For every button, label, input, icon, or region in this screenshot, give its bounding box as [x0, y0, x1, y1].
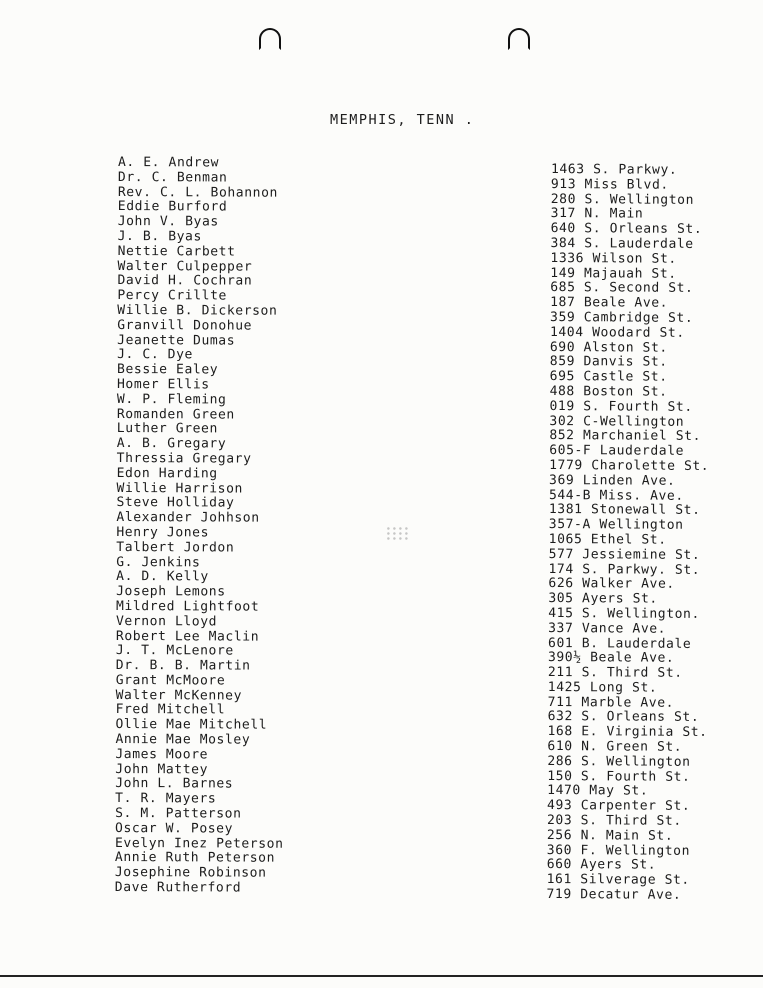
name-entry: Josephine Robinson — [114, 865, 267, 881]
name-entry: S. M. Patterson — [115, 806, 242, 822]
name-entry: Eddie Burford — [117, 199, 228, 215]
address-entry: 174 S. Parkwy. St. — [548, 561, 701, 578]
name-entry: John L. Barnes — [115, 776, 234, 792]
address-entry: 1381 Stonewall St. — [548, 502, 701, 519]
addresses-column — [546, 163, 711, 904]
address-entry: 1425 Long St. — [547, 679, 658, 696]
address-entry: 286 S. Wellington — [547, 753, 691, 770]
name-entry: G. Jenkins — [116, 554, 201, 570]
address-entry: 610 N. Green St. — [547, 739, 683, 755]
punch-hole-right — [508, 28, 530, 50]
address-entry: 1404 Woodard St. — [549, 324, 685, 341]
address-entry: 357-A Wellington — [548, 517, 684, 533]
page-title: MEMPHIS, TENN . — [330, 112, 475, 128]
name-entry: Homer Ellis — [116, 376, 210, 393]
address-entry: 1336 Wilson St. — [550, 250, 677, 267]
address-entry: 632 S. Orleans St. — [547, 709, 700, 726]
name-entry: Evelyn Inez Peterson — [114, 835, 284, 852]
name-entry: A. E. Andrew — [117, 155, 220, 171]
name-entry: Willie B. Dickerson — [117, 302, 278, 319]
address-entry: 256 N. Main St. — [546, 827, 674, 844]
name-entry: J. B. Byas — [117, 228, 202, 245]
name-entry: Annie Ruth Peterson — [114, 850, 276, 867]
address-entry: 719 Decatur Ave. — [546, 887, 682, 903]
name-entry: Bessie Ealey — [117, 362, 219, 378]
address-entry: 415 S. Wellington. — [548, 605, 700, 622]
address-entry: 640 S. Orleans St. — [550, 221, 703, 238]
address-entry: 161 Silverage St. — [546, 872, 690, 889]
name-entry: Nettie Carbett — [117, 243, 236, 260]
name-entry: Percy Crillte — [117, 288, 227, 304]
address-entry: 1779 Charolette St. — [549, 457, 710, 474]
address-entry: 384 S. Lauderdale — [550, 235, 694, 252]
name-entry: Romanden Green — [116, 406, 235, 423]
address-entry: 711 Marble Ave. — [547, 694, 675, 711]
name-entry: James Moore — [115, 746, 209, 763]
address-entry: 211 S. Third St. — [547, 665, 683, 681]
address-entry: 390½ Beale Ave. — [547, 650, 675, 667]
name-entry: John V. Byas — [117, 214, 219, 230]
name-entry: Oscar W. Posey — [115, 820, 234, 837]
name-entry: Walter McKenney — [115, 687, 243, 704]
address-entry: 1463 S. Parkwy. — [550, 162, 678, 178]
address-entry: 660 Ayers St. — [546, 857, 657, 874]
address-entry: 305 Ayers St. — [548, 591, 658, 607]
name-entry: Robert Lee Maclin — [115, 628, 260, 645]
name-entry: Thressia Gregary — [116, 450, 252, 467]
address-entry: 302 C-Wellington — [549, 413, 685, 430]
name-entry: Grant McMoore — [115, 672, 226, 689]
name-entry: Henry Jones — [116, 524, 210, 541]
names-column — [115, 156, 287, 897]
address-entry: 601 B. Lauderdale — [548, 635, 692, 652]
name-entry: A. D. Kelly — [116, 569, 209, 585]
name-entry: J. T. McLenore — [115, 643, 234, 659]
name-entry: Steve Holliday — [116, 495, 235, 511]
name-entry: David H. Cochran — [117, 273, 253, 289]
address-entry: 577 Jessiemine St. — [548, 546, 701, 563]
bottom-rule — [0, 975, 763, 977]
ink-smudge — [386, 526, 408, 540]
name-entry: A. B. Gregary — [116, 436, 227, 452]
name-entry: Fred Mitchell — [115, 702, 226, 718]
name-entry: Annie Mae Mosley — [115, 732, 251, 748]
name-entry: Alexander Johhson — [116, 510, 260, 526]
name-entry: John Mattey — [115, 761, 209, 778]
address-entry: 859 Danvis St. — [549, 354, 668, 371]
address-entry: 488 Boston St. — [549, 383, 668, 400]
address-entry: 149 Majauah St. — [550, 265, 677, 282]
name-entry: Mildred Lightfoot — [116, 598, 260, 615]
address-entry: 359 Cambridge St. — [550, 309, 694, 326]
address-entry: 626 Walker Ave. — [548, 576, 675, 593]
address-entry: 913 Miss Blvd. — [550, 176, 669, 193]
punch-hole-left — [259, 28, 281, 50]
address-entry: 852 Marchaniel St. — [549, 428, 702, 445]
address-entry: 685 S. Second St. — [550, 280, 694, 297]
name-entry: Jeanette Dumas — [117, 332, 236, 349]
name-entry: Vernon Lloyd — [115, 613, 218, 630]
address-entry: 690 Alston St. — [549, 339, 668, 356]
address-entry: 317 N. Main — [550, 206, 644, 222]
name-entry: Rev. C. L. Bohannon — [117, 184, 278, 201]
address-entry: 1470 May St. — [547, 783, 649, 800]
address-entry: 360 F. Wellington — [546, 842, 691, 859]
name-entry: Dave Rutherford — [114, 880, 242, 896]
name-entry: J. C. Dye — [117, 347, 194, 363]
address-entry: 493 Carpenter St. — [547, 798, 691, 815]
name-entry: Talbert Jordon — [116, 539, 235, 556]
address-entry: 695 Castle St. — [549, 369, 668, 385]
name-entry: W. P. Fleming — [116, 391, 227, 408]
address-entry: 544-B Miss. Ave. — [548, 487, 684, 504]
name-entry: Dr. B. B. Martin — [115, 658, 251, 674]
name-entry: Edon Harding — [116, 465, 218, 482]
name-entry: Luther Green — [116, 421, 218, 437]
address-entry: 168 E. Virginia St. — [547, 724, 708, 741]
address-entry: 150 S. Fourth St. — [547, 768, 691, 785]
name-entry: Joseph Lemons — [116, 584, 226, 600]
name-entry: Dr. C. Benman — [117, 169, 228, 186]
address-entry: 019 S. Fourth St. — [549, 398, 693, 415]
name-entry: Willie Harrison — [116, 480, 243, 497]
address-entry: 203 S. Third St. — [546, 813, 682, 829]
name-entry: Granvill Donohue — [117, 317, 253, 334]
address-entry: 337 Vance Ave. — [548, 620, 667, 637]
address-entry: 1065 Ethel St. — [548, 531, 667, 548]
address-entry: 369 Linden Ave. — [549, 472, 676, 489]
address-entry: 605-F Lauderdale — [549, 443, 685, 459]
name-entry: Walter Culpepper — [117, 258, 253, 275]
name-entry: Ollie Mae Mitchell — [115, 717, 268, 733]
address-entry: 280 S. Wellington — [550, 191, 695, 208]
name-entry: T. R. Mayers — [115, 791, 217, 807]
address-entry: 187 Beale Ave. — [550, 295, 669, 311]
